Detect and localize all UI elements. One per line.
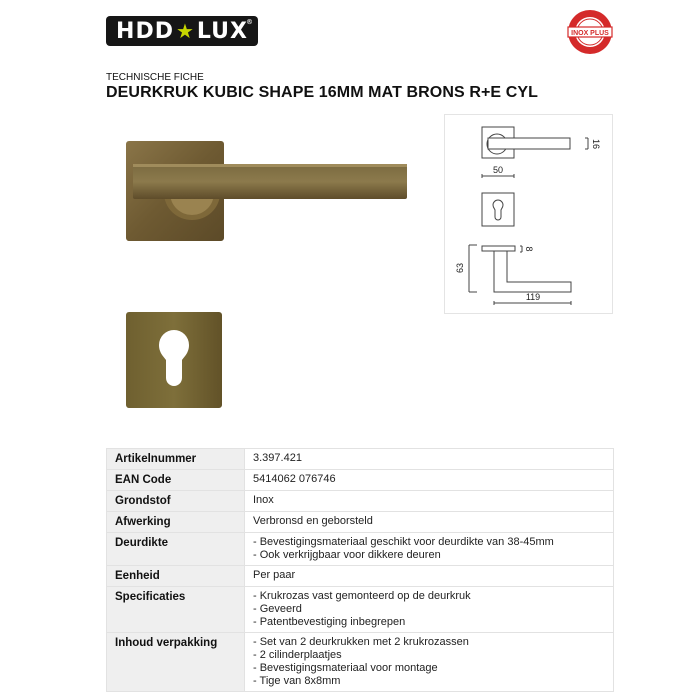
table-row — [107, 470, 614, 491]
registered-mark: ® — [246, 18, 254, 26]
svg-text:63: 63 — [455, 262, 465, 274]
document-subtitle: TECHNISCHE FICHE — [106, 72, 204, 83]
table-row — [107, 491, 614, 512]
table-row — [107, 533, 614, 566]
row-label: Grondstof — [107, 491, 245, 512]
star-icon: ★ — [175, 19, 195, 43]
svg-text:INOX PLUS: INOX PLUS — [571, 30, 609, 37]
row-value: - Bevestigingsmateriaal geschikt voor deurdikte van 38-45mm - Ook verkrijgbaar voor dikkere deuren — [245, 533, 614, 566]
svg-text:50: 50 — [492, 165, 504, 175]
table-row — [107, 449, 614, 470]
svg-text:8: 8 — [524, 246, 534, 252]
product-photo — [116, 120, 416, 430]
table-row — [107, 566, 614, 587]
logo-text-left: HDD — [116, 18, 174, 44]
logo-text-right: LUX — [196, 18, 248, 44]
row-label: Eenheid — [107, 566, 245, 587]
row-label: Specificaties — [107, 587, 245, 633]
table-row — [107, 587, 614, 633]
row-label: Inhoud verpakking — [107, 633, 245, 692]
row-value: Per paar — [245, 566, 614, 587]
row-value: Inox — [245, 491, 614, 512]
brand-logo — [106, 16, 258, 46]
dimension-drawing-icon — [445, 115, 614, 315]
row-value: - Krukrozas vast gemonteerd op de deurkruk - Geveerd - Patentbevestiging inbegrepen — [245, 587, 614, 633]
svg-text:16: 16 — [591, 138, 601, 150]
inox-plus-seal-icon — [566, 8, 614, 56]
svg-text:119: 119 — [525, 292, 541, 302]
row-label: Artikelnummer — [107, 449, 245, 470]
technical-drawing — [444, 114, 613, 314]
row-value: - Set van 2 deurkrukken met 2 krukrozassen - 2 cilinderplaatjes - Bevestigingsmateriaal voor montage - Tige van 8x8mm — [245, 633, 614, 692]
row-value: Verbronsd en geborsteld — [245, 512, 614, 533]
product-title: DEURKRUK KUBIC SHAPE 16MM MAT BRONS R+E CYL — [106, 84, 539, 101]
row-value: 3.397.421 — [245, 449, 614, 470]
row-value: 5414062 076746 — [245, 470, 614, 491]
row-label: Afwerking — [107, 512, 245, 533]
table-row — [107, 512, 614, 533]
row-label: Deurdikte — [107, 533, 245, 566]
row-label: EAN Code — [107, 470, 245, 491]
table-row — [107, 633, 614, 692]
specifications-table — [106, 448, 614, 692]
